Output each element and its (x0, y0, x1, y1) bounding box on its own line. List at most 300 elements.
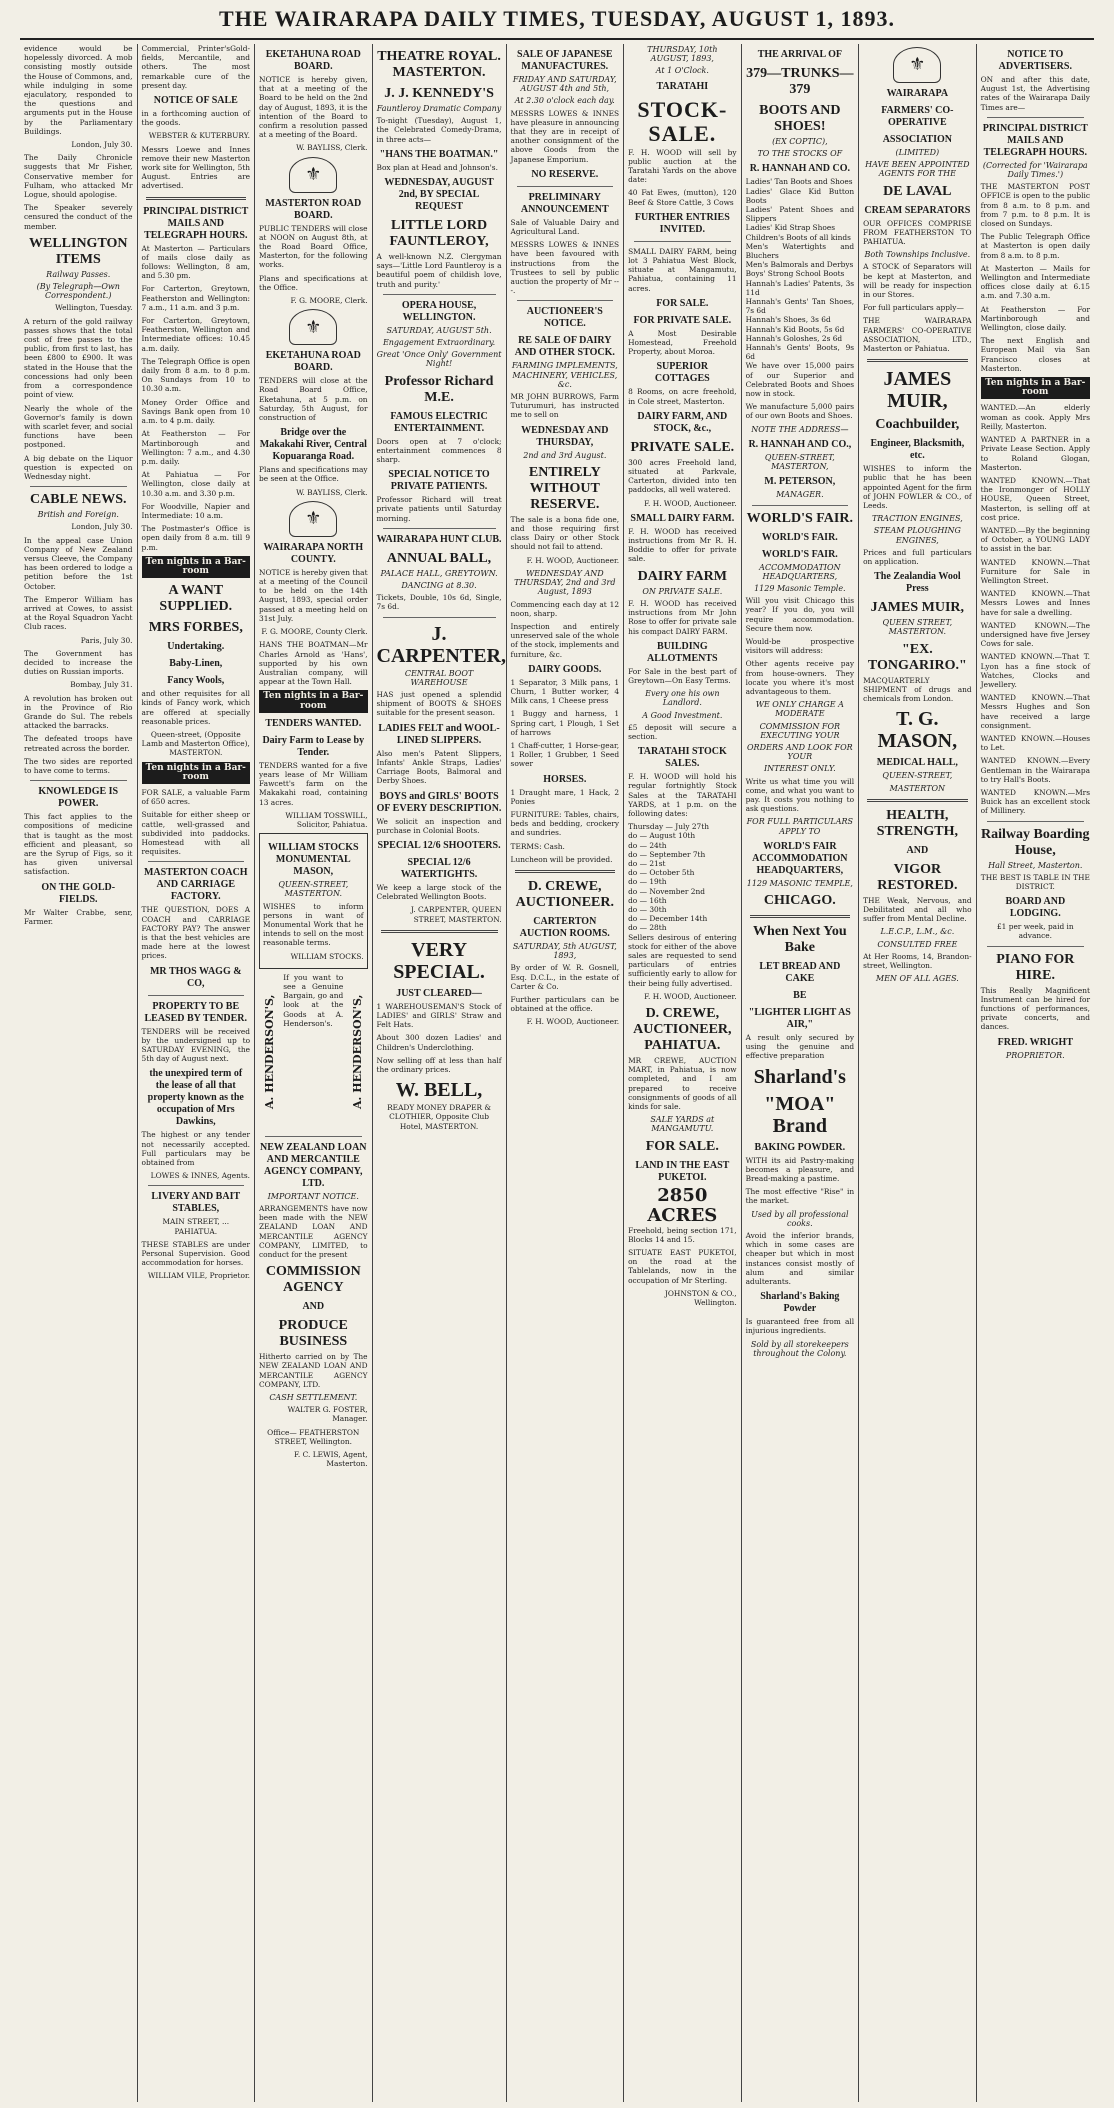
section-subheading: (Corrected for 'Wairarapa Daily Times.') (982, 160, 1088, 180)
ad-heading: PRIVATE SALE. (630, 439, 735, 455)
banner: Ten nights in a Bar-room (142, 556, 251, 578)
ad-subheading: At 2.30 o'clock each day. (514, 96, 615, 106)
article-text: The defeated troops have retreated across the border. (24, 734, 133, 753)
henderson-ad (259, 973, 368, 1131)
banner: Ten nights in a Bar-room (259, 690, 368, 712)
ad-subheading: 2nd and 3rd August. (523, 450, 607, 460)
ad-address: Queen-street, (Opposite Lamb and Masterton Office), MASTERTON. (141, 729, 250, 758)
ad-heading: Professor Richard M.E. (384, 373, 494, 405)
ad-heading: WAIRARAPA (886, 88, 949, 99)
shoe-item: Men's Balmorals and Derbys (745, 260, 854, 270)
ad-heading: ENTIRELY WITHOUT RESERVE. (528, 464, 601, 512)
ad-heading: NOTICE TO ADVERTISERS. (998, 49, 1072, 72)
ad-text: Inspection and entirely unreserved sale of the whole of the stock, implements and furniture, &c. (510, 621, 620, 659)
ad-text: 1 Draught mare, 1 Hack, 2 Ponies (510, 787, 620, 806)
ad-text: MR CREWE, AUCTION MART, in Pahiatua, is now completed, and I am prepared to receive consignments of goods of all kinds for sale. (628, 1056, 737, 1112)
ad-heading: DAIRY GOODS. (528, 663, 602, 675)
ad-text: F. H. WOOD will hold his regular fortnightly Stock Sales at the TARATAHI YARDS, at 1 p.m. on the following dates: (628, 772, 737, 818)
ad-heading: Dairy Farm to Lease by Tender. (262, 734, 365, 758)
ad-signature: WILLIAM TOSSWILL, Solicitor, Pahiatua. (285, 810, 368, 829)
column-4 (373, 44, 507, 2102)
ad-text: We solicit an inspection and purchase in Colonial Boots. (376, 816, 502, 835)
ad-signature: F. C. LEWIS, Agent, Masterton. (293, 1450, 368, 1469)
banner: Ten nights in a Bar-room (981, 377, 1090, 399)
ad-text: THE Weak, Nervous, and Debilitated and all who suffer from Mental Decline. (863, 895, 972, 924)
ad-heading: DE LAVAL (883, 183, 952, 199)
article-text: The Daily Chronicle suggests that Mr Fisher, Conservative member for Fulham, who attacked Mr Logue, should apologise. (24, 153, 133, 200)
ad-heading: PIANO FOR HIRE. (996, 951, 1075, 983)
ad-heading: AUCTIONEER'S NOTICE. (526, 306, 603, 330)
ad-text: 8 Rooms, on acre freehold, in Cole street, Masterton. (628, 387, 737, 406)
ad-heading: Coachbuilder, (875, 417, 960, 433)
ad-text: The most effective "Rise" in the market. (745, 1187, 855, 1206)
classified-ad: WANTED.—By the beginning of October, a YOUNG LADY to assist in the bar. (980, 525, 1090, 554)
ad-heading: CHICAGO. (763, 892, 836, 908)
ad-heading: MEDICAL HALL, (876, 757, 958, 769)
ad-text: By order of W. R. Gosnell, Esq. D.C.L., in the estate of Carter & Co. (510, 963, 620, 991)
ad-subheading: SALE YARDS at MANGAMUTU. (650, 1115, 715, 1134)
ad-subheading: TO THE STOCKS OF (757, 149, 843, 159)
ad-heading: WAIRARAPA NORTH COUNTY. (263, 541, 364, 565)
divider (383, 294, 496, 295)
ad-heading: JUST CLEARED— (396, 987, 482, 999)
ad-signature: WEBSTER & KUTERBURY. (148, 131, 251, 141)
article-text: In the appeal case Union Company of New Zealand versus Cleeve, the Company has been ordered to lodge a petition before the 1st October. (24, 535, 133, 591)
ad-address: 1129 MASONIC TEMPLE, (746, 878, 853, 888)
article-text: At Masterton — Particulars of mails close daily as follows: Wellington, 8 am, and 5.30 pm. (141, 243, 251, 281)
ad-signature: F. G. MOORE, County Clerk. (261, 627, 368, 637)
classified-ad: WANTED KNOWN.—That Messrs Hughes and Son have received a large consignment. (980, 693, 1090, 730)
ad-text: £1 per week, paid in advance. (996, 922, 1074, 941)
ad-heading: "HANS THE BOATMAN." (379, 148, 499, 160)
banner: Ten nights in a Bar-room (142, 762, 251, 784)
ad-text: The sale is a bona fide one, and those requiring first class Dairy or other Stock should not fail to attend. (510, 514, 620, 552)
ad-heading: MR THOS WAGG & CO, (149, 965, 242, 989)
ad-heading: When Next You Bake (753, 923, 847, 955)
byline: (By Telegraph—Own Correspondent.) (36, 282, 120, 301)
ad-heading: Railway Boarding House, (981, 826, 1090, 858)
column-6 (624, 44, 742, 2102)
ad-subheading: TRACTION ENGINES, (871, 514, 963, 524)
ad-heading: SPECIAL NOTICE TO PRIVATE PATIENTS. (388, 469, 490, 493)
classified-ad: WANTED KNOWN.—That the Ironmonger of HOLLY HOUSE, Queen Street, Masterton, is selling off at cost price. (980, 475, 1090, 522)
article-text: Money Order Office and Savings Bank open from 10 a.m. to 4 p.m. daily. (141, 397, 251, 426)
ad-heading: The Zealandia Wool Press (874, 571, 961, 595)
ad-signature: F. H. WOOD, Auctioneer. (644, 498, 737, 508)
ad-text: THE BEST IS TABLE IN THE DISTRICT. (980, 872, 1090, 892)
ad-subheading: FRIDAY AND SATURDAY, AUGUST 4th and 5th, (512, 75, 617, 94)
ad-heading: SMALL DAIRY FARM. (630, 512, 735, 524)
divider (517, 186, 614, 187)
ad-text: If you want to see a Genuine Bargain, go and look at the Goods at A. Henderson's. (283, 972, 344, 1028)
ad-heading: W. BELL, (395, 1079, 483, 1102)
classified-ad: WANTED KNOWN.—The undersigned have five Jersey Cows for sale. (980, 620, 1090, 649)
divider (381, 930, 498, 933)
article-text: At Featherston — For Martinborough and Wellington, close daily. (980, 304, 1090, 333)
ad-heading: PRODUCE BUSINESS (278, 1318, 348, 1350)
ad-subheading: FOR FULL PARTICULARS APPLY TO (746, 817, 854, 836)
ad-heading: FOR PRIVATE SALE. (633, 314, 732, 326)
ad-text: MR JOHN BURROWS, Farm Tuturumuri, has instructed me to sell on (510, 392, 620, 420)
ad-subheading: CASH SETTLEMENT. (269, 1393, 358, 1402)
ad-text: Sale of Valuable Dairy and Agricultural Land. (510, 217, 620, 237)
ad-text: We have over 15,000 pairs of our Superior and Celebrated Boots and Shoes now in stock. (745, 361, 855, 399)
ad-heading: ANNUAL BALL, (386, 550, 492, 566)
ad-heading: A WANT SUPPLIED. (159, 583, 233, 615)
ad-heading: JAMES MUIR, (870, 600, 965, 616)
ad-subheading: INTEREST ONLY. (763, 764, 836, 774)
ad-heading: BE (793, 989, 807, 1001)
article-text: The two sides are reported to have come to terms. (24, 756, 133, 775)
ad-text: TERMS: Cash. (510, 841, 565, 851)
ad-heading: Undertaking. (167, 641, 225, 653)
ad-text: TENDERS wanted for a five years lease of Mr William Fawcett's farm on the Makakahi road, containing 13 acres. (259, 760, 368, 807)
ad-subheading: NOTE THE ADDRESS— (751, 424, 849, 434)
item-list (746, 177, 855, 278)
column-1 (20, 44, 138, 2102)
shoe-price: Hannah's Kid Boots, 5s 6d (745, 324, 845, 334)
sale-date: do — 24th (628, 840, 667, 850)
sale-date: do — 19th (628, 877, 667, 887)
divider (148, 861, 245, 862)
ad-text: ARRANGEMENTS have now been made with the NEW ZEALAND LOAN AND MERCANTILE AGENCY COMPANY, LIMITED, to conduct for the present (259, 1203, 368, 1259)
divider (515, 870, 616, 873)
divider (146, 197, 247, 200)
article-text: A return of the gold railway passes shows that the total cost of free passes to the public, from first to last, has been £800 to £900. It was stated in the House that the concessions had only been from a correspondence point of view. (24, 316, 133, 400)
ad-signature: JOHNSTON & CO., Wellington. (664, 1288, 737, 1308)
ad-heading: FURTHER ENTRIES INVITED. (634, 211, 730, 235)
ad-heading: "LIGHTER LIGHT AS AIR," (748, 1006, 851, 1030)
divider (30, 486, 127, 487)
coat-of-arms-icon: ⚜ (893, 47, 941, 83)
shoe-price: Hannah's Gents' Boots, 9s 6d (745, 343, 855, 362)
article-text: A big debate on the Liquor question is expected on Wednesday night. (24, 453, 133, 481)
ad-heading: AND (302, 1301, 325, 1313)
ad-heading: J. CARPENTER, (376, 622, 506, 667)
ad-text: 1 Chaff-cutter, 1 Horse-gear, 1 Roller, 1 Grubber, 1 Seed sower (510, 740, 620, 769)
section-heading: CABLE NEWS. (30, 492, 127, 508)
ad-heading: CREAM SEPARATORS (864, 204, 971, 216)
divider (867, 799, 968, 802)
divider (750, 915, 851, 918)
divider (634, 241, 731, 242)
article-text: evidence would be hopelessly divorced. A mob consisting mostly outside the House of Commons, and, while indulging in some ejaculatory, responded to the questions and arguments put in the House by the Parliamentary Buildings. (24, 44, 133, 136)
sale-date: do — 16th (628, 895, 667, 905)
ad-text: 1 Separator, 3 Milk pans, 1 Churn, 1 Butter worker, 4 Milk cans, 1 Cheese press (510, 677, 620, 706)
ad-heading: SALE OF JAPANESE MANUFACTURES. (517, 49, 613, 72)
article-text: This fact applies to the compositions of medicine that is taught as the most efficient and pleasant, so are the Syrup of Figs, so it has given universal satisfaction. (24, 812, 133, 877)
ad-text: Avoid the inferior brands, which in some cases are cheaper but which in most instances consist mostly of alum and similar adulterants. (745, 1231, 855, 1287)
ad-address: QUEEN-STREET, (882, 771, 953, 781)
classified-ad: WANTED KNOWN.—That Messrs Lowes and Innes have for sale a dwelling. (980, 589, 1090, 617)
ad-heading: COMMISSION AGENCY (265, 1264, 361, 1296)
ad-heading: 379—TRUNKS—379 (746, 66, 854, 97)
ad-heading: PROPERTY TO BE LEASED BY TENDER. (144, 1000, 248, 1024)
vertical-ad-text: A. HENDERSON'S, (350, 994, 364, 1109)
column-3 (255, 44, 373, 2102)
ad-text: FOR SALE, a valuable Farm of 650 acres. (141, 787, 251, 807)
divider (867, 359, 968, 362)
ad-text: SMALL DAIRY FARM, being lot 3 Pahiatua West Block, situate at Mangamutu, Pahiatua, containing 11 acres. (628, 246, 737, 293)
sale-date: do — December 14th (628, 914, 708, 924)
ad-heading: BOYS and GIRLS' BOOTS OF EVERY DESCRIPTION. (376, 790, 502, 814)
ad-heading: TARATAHI (656, 80, 709, 92)
article-text: The Postmaster's Office is open daily from 8 a.m. till 9 p.m. (141, 524, 251, 552)
ad-signature: LOWES & INNES, Agents. (150, 1171, 251, 1181)
ad-heading: LITTLE LORD FAUNTLEROY, (389, 218, 489, 250)
ad-subheading: CENTRAL BOOT WAREHOUSE (404, 668, 474, 687)
shoe-price: Hannah's Goloshes, 2s 6d (745, 333, 843, 343)
ad-subheading: THURSDAY, 10th AUGUST, 1893, (647, 45, 718, 64)
ad-subheading: MEN OF ALL AGES. (875, 974, 959, 984)
ad-text: To-night (Tuesday), August 1, the Celebrated Comedy-Drama, in three acts— (376, 116, 502, 144)
ad-text: Would-be prospective visitors will address: (745, 636, 855, 656)
ad-text: Luncheon will be provided. (510, 854, 613, 864)
ad-heading: Baby-Linen, (169, 658, 223, 670)
ad-heading: WORLD'S FAIR. (761, 531, 838, 543)
ad-subheading: Fauntleroy Dramatic Company (376, 104, 502, 113)
ad-heading: WILLIAM STOCKS MONUMENTAL MASON, (267, 842, 359, 878)
ad-heading: VERY SPECIAL. (393, 938, 485, 983)
classified-ad: WANTED KNOWN.—Mrs Buick has an excellent stock of Millinery. (980, 788, 1090, 816)
ad-text: THE WAIRARAPA FARMERS' CO-OPERATIVE ASSOCIATION, LTD., Masterton or Pahiatua. (863, 316, 972, 354)
ad-subheading: MANAGER. (776, 490, 824, 500)
ad-heading: WORLD'S FAIR. (761, 548, 838, 560)
article-text: The Telegraph Office is open daily from 8 a.m. to 8 p.m. On Sundays from 10 to 10.30 a.m. (141, 356, 251, 394)
ad-heading: HORSES. (543, 773, 587, 785)
ad-text: MACQUARTERLY SHIPMENT of drugs and chemicals from London. (863, 675, 972, 704)
ad-text: Professor Richard will treat private patients until Saturday morning. (376, 495, 502, 523)
ad-text: Further particulars can be obtained at the office. (510, 994, 620, 1014)
divider (517, 300, 614, 301)
ad-heading: Bridge over the Makakahi River, Central Kopuaranga Road. (259, 427, 367, 463)
ad-text: ON and after this date, August 1st, the Advertising rates of the Wairarapa Daily Times are— (980, 75, 1090, 112)
ad-subheading: SATURDAY, 5th AUGUST, 1893, (512, 941, 617, 961)
ad-text: A Most Desirable Homestead, Freehold Property, about Moroa. (628, 328, 737, 357)
ad-heading: LADIES FELT and WOOL-LINED SLIPPERS. (378, 722, 500, 746)
ad-heading: RE SALE OF DAIRY AND OTHER STOCK. (514, 335, 615, 359)
ad-heading: DAIRY FARM (637, 568, 727, 584)
shoe-item: Ladies' Patent Shoes and Slippers (745, 205, 855, 224)
vertical-ad-text: A. HENDERSON'S, (262, 994, 276, 1109)
ad-subheading: ORDERS AND LOOK FOR YOUR (746, 742, 853, 762)
column-5 (507, 44, 625, 2102)
dateline: Paris, July 30. (80, 635, 133, 645)
ad-heading: Fancy Wools, (167, 675, 225, 687)
ad-subheading: WEDNESDAY AND THURSDAY, 2nd and 3rd August, 1893 (514, 568, 616, 597)
ad-text: About 300 dozen Ladies' and Children's Underclothing. (376, 1033, 502, 1052)
sale-date: do — September 7th (628, 849, 706, 859)
ad-heading: THEATRE ROYAL. MASTERTON. (377, 49, 501, 80)
ad-subheading: PROPRIETOR. (1005, 1050, 1065, 1060)
ad-heading: TARATAHI STOCK SALES. (637, 746, 727, 770)
ad-subheading: Engagement Extraordinary. (382, 338, 496, 348)
article-text: For Woodville, Napier and Intermediate: 10 a.m. (141, 501, 251, 520)
ad-subheading: Used by all professional cooks. (751, 1209, 849, 1228)
section-subheading: British and Foreign. (37, 510, 119, 520)
ad-heading: FOR SALE. (645, 1138, 719, 1154)
ad-subheading: WE ONLY CHARGE A MODERATE (755, 700, 844, 719)
ad-heading: WORLD'S FAIR ACCOMMODATION HEADQUARTERS, (752, 840, 848, 876)
ad-heading: MASTERTON ROAD BOARD. (265, 197, 362, 221)
sale-date: do — November 2nd (628, 886, 705, 896)
ad-heading: TENDERS WANTED. (265, 717, 362, 729)
ad-heading: MASTERTON COACH AND CARRIAGE FACTORY. (143, 867, 248, 903)
ad-heading: MRS FORBES, (148, 620, 243, 636)
ad-text: Sellers desirous of entering stock for either of the above sales are requested to send particulars of entries sufficiently early to allow for their being fully advertised. (628, 932, 737, 988)
ad-signature: F. H. WOOD, Auctioneer. (526, 1017, 620, 1027)
ad-subheading: CONSULTED FREE (877, 939, 958, 949)
sale-date: do — 28th (628, 923, 667, 933)
shoe-item: Children's Boots of all kinds (745, 232, 851, 242)
classified-ad: WANTED KNOWN.—Every Gentleman in the Wairarapa to try Hall's Boots. (980, 756, 1090, 784)
masthead: THE WAIRARAPA DAILY TIMES, TUESDAY, AUGUST 1, 1893. (219, 6, 895, 31)
shoe-item: Ladies' Tan Boots and Shoes (745, 177, 853, 187)
ad-text: 1 Buggy and harness, 1 Spring cart, 1 Plough, 1 Set of harrows (510, 709, 620, 737)
section-heading: ON THE GOLD-FIELDS. (41, 881, 116, 905)
ad-subheading: A Good Investment. (642, 710, 723, 720)
article-text: The next English and European Mail via San Francisco closes at Masterton. (980, 336, 1090, 373)
ad-address: QUEEN-STREET, MASTERTON. (278, 880, 349, 899)
ad-address: Hall Street, Masterton. (988, 860, 1083, 870)
ad-subheading: At 1 O'Clock. (655, 66, 709, 76)
ad-text: 1 WAREHOUSEMAN'S Stock of LADIES' and GIRLS' Straw and Felt Hats. (376, 1001, 502, 1030)
divider (987, 946, 1084, 947)
ad-subheading: Great 'Once Only' Government Night! (376, 350, 502, 369)
ad-subheading: (EX COPTIC), (772, 137, 828, 146)
divider (987, 821, 1084, 822)
ad-text: Freehold, being section 171, Blocks 14 and 15. (628, 1225, 737, 1244)
ad-text: WISHES to inform the public that he has been appointed Agent for the firm of JOHN FOWLER & CO., of Leeds. (863, 464, 972, 511)
ad-subheading: SATURDAY, AUGUST 5th. (386, 325, 492, 335)
ad-text: TENDERS will be received by the undersigned up to SATURDAY EVENING, the 5th day of August next. (141, 1026, 251, 1064)
ad-subheading: Sold by all storekeepers throughout the Colony. (750, 1339, 849, 1358)
ad-text: Box plan at Head and Johnson's. (376, 162, 498, 172)
ad-text: WISHES to inform persons in want of Monumental Work that he intends to sell on the most reasonable terms. (263, 901, 364, 948)
divider (383, 617, 496, 618)
ad-heading: R. HANNAH AND CO., (748, 438, 852, 450)
ad-subheading: FARMING IMPLEMENTS, MACHINERY, VEHICLES, &c. (511, 361, 618, 389)
ad-subheading: L.E.C.P., L.M., &c. (880, 927, 955, 937)
ad-text: TENDERS will close at the Road Board Office, Eketahuna, at 5 p.m. on Saturday, 5th August, for construction of (259, 376, 368, 423)
sale-date: do — 30th (628, 904, 667, 914)
ad-signature: W. BAYLISS, Clerk. (296, 143, 368, 153)
dateline: London, July 30. (71, 140, 133, 150)
ad-address: MASTERTON (889, 783, 946, 793)
ad-text: Plans and specifications at the Office. (259, 273, 368, 292)
ad-signature: F. H. WOOD, Auctioneer. (644, 991, 737, 1001)
ad-heading: "EX. TONGARIRO." (867, 641, 967, 673)
section-heading: WELLINGTON ITEMS (28, 235, 128, 267)
price-list (746, 279, 855, 362)
shoe-price: Hannah's Gents' Tan Shoes, 7s 6d (745, 297, 855, 316)
ad-heading: WEDNESDAY, AUGUST 2nd, BY SPECIAL REQUEST (384, 177, 494, 213)
ad-subheading: (LIMITED) (895, 148, 940, 157)
ad-text: Commencing each day at 12 noon, sharp. (510, 599, 620, 618)
ad-text: Suitable for either sheep or cattle, well-grassed and subdivided into paddocks. Homestead with all requisites. (141, 810, 251, 857)
section-heading: KNOWLEDGE IS POWER. (38, 786, 119, 810)
ad-signature: F. G. MOORE, Clerk. (290, 296, 368, 306)
ad-heading: FRED. WRIGHT (997, 1036, 1073, 1048)
ad-heading: Sharland's Baking Powder (760, 1291, 840, 1315)
ad-signature: WILLIAM STOCKS. (290, 951, 364, 961)
ad-heading: WEDNESDAY AND THURSDAY, (521, 424, 609, 448)
ad-address: QUEEN-STREET, MASTERTON, (764, 452, 835, 472)
shoe-price: Hannah's Shoes, 3s 6d (745, 315, 831, 325)
ad-text: WITH its aid Pastry-making becomes a pleasure, and Bread-making a pastime. (745, 1155, 855, 1183)
ad-text: Write us what time you will come, and what you want to pay. It costs you nothing to ask questions. (745, 776, 855, 814)
divider (752, 505, 849, 506)
ad-text: MESSRS LOWES & INNES have pleasure in announcing that they are in receipt of another consignment of the above Goods from the Japanese Emporium. (510, 108, 620, 164)
column-2 (138, 44, 256, 2102)
ad-heading: D. CREWE, AUCTIONEER, PAHIATUA. (633, 1006, 732, 1053)
ad-heading: WAIRARAPA HUNT CLUB. (376, 533, 502, 545)
ad-text: NOTICE is hereby given, that at a meeting of the Board to be held on the 2nd day of August, 1893, it is the intention of the Board to confirm a resolution passed at a meeting of the Board. (259, 75, 368, 140)
ad-signature: J. CARPENTER, QUEEN STREET, MASTERTON. (410, 905, 502, 924)
ad-subheading: PALACE HALL, GREYTOWN. (380, 568, 498, 578)
coat-of-arms-icon: ⚜ (289, 501, 337, 537)
shoe-item: Ladies' Glace Kid Button Boots (745, 186, 855, 205)
ad-text: Messrs Loewe and Innes remove their new Masterton work site for Wellington, 5th August. Entries are advertised. (141, 144, 251, 191)
ad-box (259, 833, 368, 969)
ad-text: The highest or any tender not necessarily accepted. Full particulars may be obtained from (141, 1130, 251, 1168)
column-7 (742, 44, 860, 2102)
ad-text: HAS just opened a splendid shipment of BOOTS & SHOES suitable for the present season. (376, 690, 502, 718)
divider (265, 1136, 362, 1137)
ad-heading: ASSOCIATION (882, 134, 952, 145)
sale-date: Thursday — July 27th (628, 822, 709, 832)
ad-heading: CARTERTON AUCTION ROOMS. (519, 915, 610, 939)
ad-address: Office— FEATHERSTON STREET, Wellington. (267, 1427, 360, 1446)
ad-text: OUR OFFICES COMPRISE FROM FEATHERSTON TO PAHIATUA. (863, 218, 972, 247)
ad-address: MAIN STREET, ... PAHIATUA. (162, 1217, 230, 1236)
ad-subheading: HAVE BEEN APPOINTED AGENTS FOR THE (865, 160, 970, 179)
ad-text: Also men's Patent Slippers, Infants' Ankle Straps, Ladies' Carriage Boots, Balmoral and Derby Shoes. (376, 748, 502, 786)
ad-text: NOTICE is hereby given that at a meeting of the Council to be held on the 14th August, 1893, special order passed at a meeting held on 31st July. (259, 567, 368, 623)
classified-ad: WANTED KNOWN.—That Furniture for Sale in Wellington Street. (980, 557, 1090, 585)
ad-heading: FARMERS' CO-OPERATIVE (881, 105, 954, 128)
ad-heading: BOOTS AND SHOES! (759, 103, 841, 134)
ad-heading: "MOA" Brand (764, 1092, 836, 1137)
article-text: At Featherston — For Martinborough and Wellington: 7 a.m., and 4.30 p.m. daily. (141, 429, 251, 466)
ad-signature: WILLIAM VILE, Proprietor. (147, 1271, 251, 1281)
column-9 (977, 44, 1094, 2102)
ad-heading: Engineer, Blacksmith, etc. (870, 438, 965, 462)
shoe-item: Men's Watertights and Bluchers (745, 241, 855, 261)
ad-heading: STOCK-SALE. (637, 96, 728, 146)
ad-text: HANS THE BOATMAN—Mr Charles Arnold as 'Hans', supported by his own Australian company, will appear at the Town Hall. (259, 640, 368, 687)
ad-address: READY MONEY DRAPER & CLOTHIER, Opposite Club Hotel, MASTERTON. (387, 1103, 491, 1131)
ad-heading: D. CREWE, AUCTIONEER. (515, 878, 614, 910)
ad-text: THE QUESTION, DOES A COACH and CARRIAGE FACTORY PAY? The answer is that the best vehicles are made here at the lowest prices. (141, 905, 251, 961)
ad-heading: NEW ZEALAND LOAN AND MERCANTILE AGENCY COMPANY, LTD. (260, 1141, 367, 1189)
ad-text: We manufacture 5,000 pairs of our own Boots and Shoes. (745, 402, 855, 421)
ad-text: This Really Magnificent Instrument can be hired for functions of performances, private concerts, and dances. (980, 985, 1090, 1032)
article-text: The Government has decided to increase the duties on Russian imports. (24, 648, 133, 677)
ad-address: QUEEN STREET, MASTERTON. (882, 618, 953, 637)
article-text: THE MASTERTON POST OFFICE is open to the public from 8 a.m. to 8 p.m. and from 7 p.m. to 8 p.m. It is closed on Sundays. (980, 182, 1090, 229)
ad-heading: BAKING POWDER. (754, 1141, 846, 1153)
ad-text: Now selling off at less than half the ordinary prices. (376, 1055, 502, 1074)
ad-text: 40 Fat Ewes, (mutton), 120 Beef & Store Cattle, 3 Cows (628, 188, 737, 207)
ad-text: 300 acres Freehold land, situated at Parkvale, Carterton, divided into ten paddocks, all well watered. (628, 457, 737, 495)
article-text: Mr Walter Crabbe, senr, Farmer. (24, 907, 133, 926)
ad-heading: FAMOUS ELECTRIC ENTERTAINMENT. (390, 410, 488, 434)
section-heading: PRINCIPAL DISTRICT MAILS AND TELEGRAPH HOURS. (982, 122, 1088, 158)
ad-subheading: COMMISSION FOR EXECUTING YOUR (759, 721, 841, 740)
section-heading: PRINCIPAL DISTRICT MAILS AND TELEGRAPH HOURS. (143, 205, 249, 241)
article-text: A revolution has broken out in the Province of Rio Grande do Sul. The rebels attacked the barracks. (24, 693, 133, 731)
